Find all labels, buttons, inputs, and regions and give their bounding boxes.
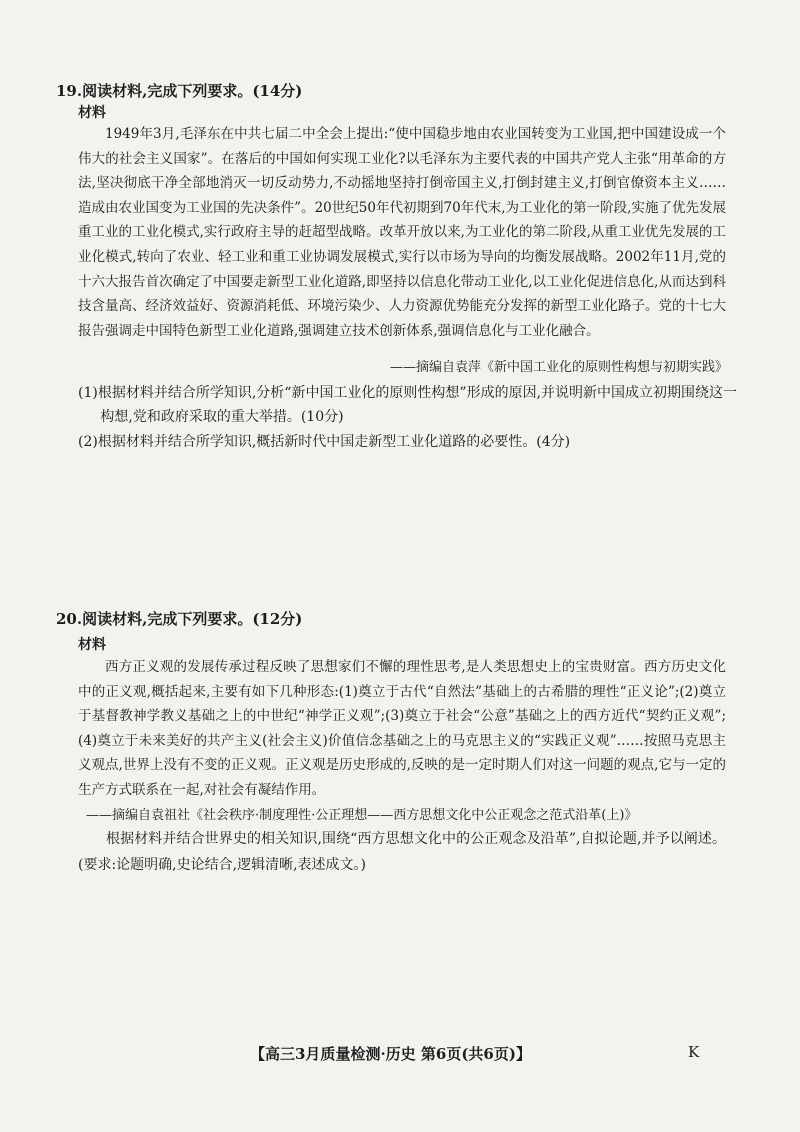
question-19-subquestion-2: (2)根据材料并结合所学知识,概括新时代中国走新型工业化道路的必要性。(4分) xyxy=(78,434,571,450)
question-20-source: ——摘编自袁祖社《社会秩序·制度理性·公正理想——西方思想文化中公正观念之范式沿革(上)》 xyxy=(86,808,638,823)
question-20-material-text: 西方正义观的发展传承过程反映了思想家们不懈的理性思考,是人类思想史上的宝贵财富。西方历史文化中的正义观,概括起来,主要有如下几种形态:(1)奠立于古代“自然法”基础上的古希腊的理性“正义论”;(2)奠立于基督教神学教义基础之上的中世纪“神学正义观”;(3)奠立于社会“公意”基础之上的西方近代“契约正义观”;(4)奠立于未来美好的共产主义(社会主义)价值信念基础之上的马克思主义的“实践正义观”……按照马克思主义观点,世界上没有不变的正义观。正义观是历史形成的,反映的是一定时期人们对这一问题的观点,它与一定的生产方式联系在一起,对社会有凝结作用。 xyxy=(78,659,726,798)
question-19-subquestion-1: (1)根据材料并结合所学知识,分析“新中国工业化的原则性构想”形成的原因,并说明新中国成立初期围绕这一构想,党和政府采取的重大举措。(10分) xyxy=(78,385,738,425)
question-19-material-label: 材料 xyxy=(78,105,106,121)
page-footer: 【高三3月质量检测·历史 第6页(共6页)】 xyxy=(250,1045,531,1063)
question-19-title: 19.阅读材料,完成下列要求。(14分) xyxy=(56,82,303,100)
question-20-title: 20.阅读材料,完成下列要求。(12分) xyxy=(56,610,303,628)
question-19-material-text: 1949年3月,毛泽东在中共七届二中全会上提出:“使中国稳步地由农业国转变为工业国,把中国建设成一个伟大的社会主义国家”。在落后的中国如何实现工业化?以毛泽东为主要代表的中国共产党人主张“用革命的方法,坚决彻底干净全部地消灭一切反动势力,不动摇地坚持打倒帝国主义,打倒封建主义,打倒官僚资本主义……造成由农业国变为工业国的先决条件”。20世纪50年代初期到70年代末,为工业化的第一阶段,实施了优先发展重工业的工业化模式,实行政府主导的赶超型战略。改革开放以来,为工业化的第二阶段,从重工业优先发展的工业化模式,转向了农业、轻工业和重工业协调发展模式,实行以市场为导向的均衡发展战略。2002年11月,党的十六大报告首次确定了中国要走新型工业化道路,即坚持以信息化带动工业化,以工业化促进信息化,从而达到科技含量高、经济效益好、资源消耗低、环境污染少、人力资源优势能充分发挥的新型工业化路子。党的十七大报告强调走中国特色新型工业化道路,强调建立技术创新体系,强调信息化与工业化融合。 xyxy=(78,126,726,339)
paper-version: K xyxy=(688,1043,700,1061)
question-20-material-label: 材料 xyxy=(78,637,106,653)
question-20-prompt: 根据材料并结合世界史的相关知识,围绕“西方思想文化中的公正观念及沿革”,自拟论题,并予以阐述。(要求:论题明确,史论结合,逻辑清晰,表述成文。) xyxy=(78,831,726,873)
question-19-source: ——摘编自袁萍《新中国工业化的原则性构想与初期实践》 xyxy=(390,360,729,375)
